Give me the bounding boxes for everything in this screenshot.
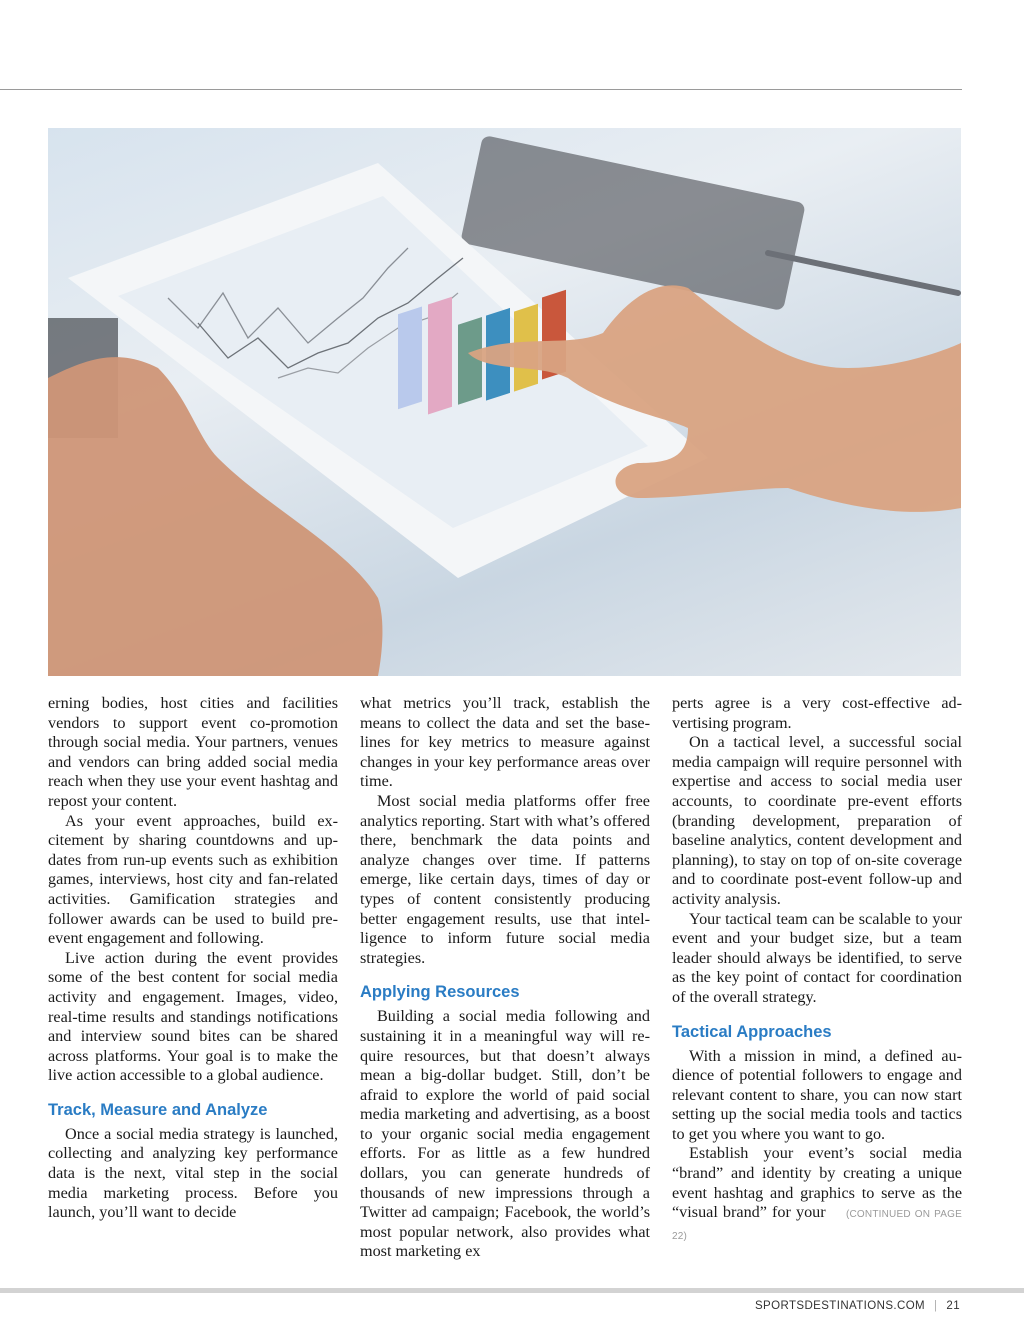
hero-photo (48, 128, 961, 676)
site-name: SPORTSDESTINATIONS.COM (754, 1300, 926, 1312)
column-2 (360, 694, 650, 1262)
page-number: 21 (946, 1300, 960, 1312)
footer-bar (0, 1288, 1024, 1293)
section-heading: Tactical Approaches (672, 1022, 832, 1041)
tablet-chart-photo-icon (48, 128, 961, 676)
column-1 (48, 694, 338, 1223)
paragraph (672, 1144, 962, 1246)
paragraph: As your event approaches, build excitement by sharing countdowns and updates from run-up events such as exhibition games, interviews, host city and fan-related activities. Gamification strategies and follower awards can be used to build pre-event engagement and following. (48, 811, 338, 948)
paragraph: erning bodies, host cities and facilities vendors to support event co-promotion through social media. Your partners, venues and vendors can bring added social media reach when they use your event hashtag and repost your content. (48, 694, 338, 810)
paragraph: Most social media platforms offer free analytics reporting. Start with what’s offered there, benchmark the data points and analyze changes over time. If patterns emerge, like certain days, times of day or types of content consistently producing better engagement results, use that intelligence to inform future social media strategies. (360, 791, 650, 967)
article-body (48, 694, 961, 1274)
footer-separator: | (934, 1300, 938, 1312)
page-footer (0, 1288, 1024, 1344)
paragraph: Once a social media strategy is launched, collecting and analyzing key performance data is the next, vital step in the social media marketing process. Before you launch, you’ll want to decide (48, 1124, 338, 1222)
footer-info (755, 1300, 960, 1312)
paragraph: On a tactical level, a successful social media campaign will require personnel with expertise and access to social media user accounts, to coordinate pre-event efforts (branding development, preparation of baseline analytics, content development and planning), to stay on top of on-site coverage and to coordinate post-event follow-up and activity analysis. (672, 733, 962, 908)
header-rule (0, 89, 962, 90)
paragraph: Live action during the event provides some of the best content for social media activity and engagement. Images, video, real-time results and standings notifications and interview sound bites can be shared across platforms. Your goal is to make the live action accessible to a global audience. (48, 948, 338, 1085)
paragraph: Building a social media following and sustaining it in a meaningful way will require resources, but that doesn’t always mean a big-dollar budget. Still, don’t be afraid to explore the world of paid social media marketing and advertising, as a boost to your organic social media engagement efforts. For as little as a few hundred dollars, you can generate hundreds of thousands of new impressions through a Twitter ad campaign; Facebook, the world’s most popular network, also provides what most marketing ex (360, 1007, 650, 1261)
paragraph: With a mission in mind, a defined audience of potential followers to engage and relevant content to share, you can now start setting up the social media tools and tactics to get you where you want to go. (672, 1046, 962, 1143)
column-3 (672, 694, 962, 1246)
paragraph: Your tactical team can be scalable to your event and your budget size, but a team leader should always be identified, to serve as the key point of contact for coordination of the overall strategy. (672, 909, 962, 1006)
section-heading: Track, Measure and Analyze (48, 1100, 268, 1119)
paragraph: what metrics you’ll track, establish the means to collect the data and set the baselines for key metrics to measure against changes in your key performance areas over time. (360, 694, 650, 791)
paragraph-text: Establish your event’s social media “brand” and identity by creating a unique event hashtag and graphics to serve as the “visual brand” for your (672, 1144, 962, 1222)
section-heading: Applying Resources (360, 983, 520, 1002)
paragraph: perts agree is a very cost-effective advertising program. (672, 694, 962, 732)
continued-note: (CONTINUED ON PAGE 22) (672, 1209, 962, 1242)
